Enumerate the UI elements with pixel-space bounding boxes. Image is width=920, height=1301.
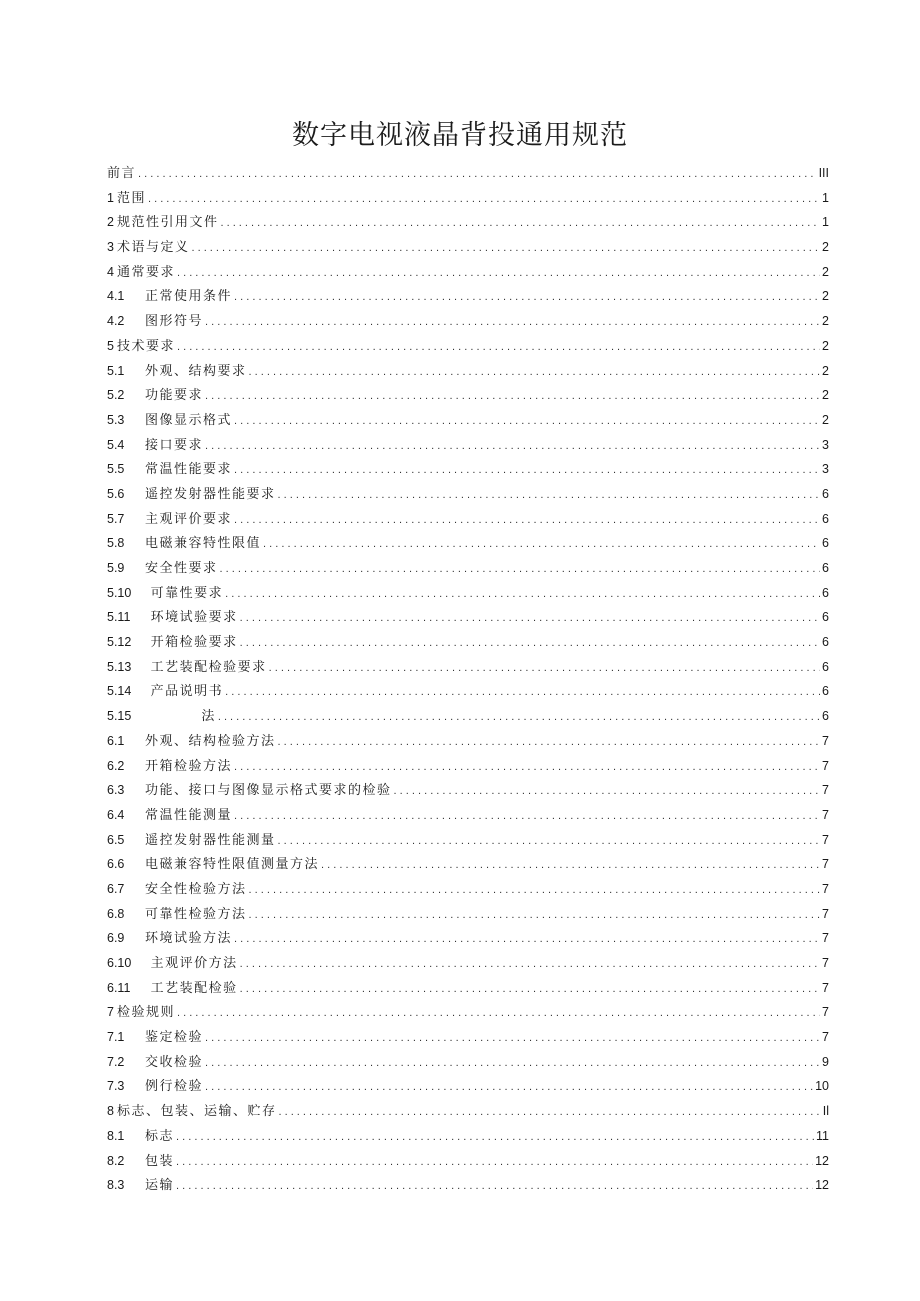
toc-dot-leader [394,779,821,804]
toc-entry-page-number: 6 [822,659,829,674]
toc-entry[interactable] [107,877,829,902]
toc-entry-number: 6.1 [107,733,125,748]
toc-entry[interactable] [107,1149,829,1174]
toc-entry-title: 标志 [145,1128,175,1144]
toc-entry-title: 法 [145,709,216,725]
toc-entry-number: 5.14 [107,684,132,699]
toc-entry[interactable] [107,704,829,729]
toc-entry-number: 5.9 [107,561,125,575]
toc-entry-number: 6.11 [107,980,131,995]
toc-entry-number: 6.6 [107,857,125,872]
toc-entry-page-number: 7 [822,906,829,921]
toc-entry-page-number: 7 [822,1005,829,1020]
toc-entry-title: 通常要求 [116,264,175,280]
toc-entry-title: 术语与定义 [116,240,190,256]
toc-entry-page-number: III [818,166,829,180]
toc-entry-number: 1 [107,190,114,205]
toc-entry-title: 标志、包装、运输、贮存 [116,1104,277,1120]
toc-entry-number: 6.2 [107,758,125,773]
toc-entry-number: 5.3 [107,412,125,427]
toc-entry-title: 可靠性要求 [145,585,224,601]
toc-entry-number: 6.5 [107,832,125,847]
toc-entry-title: 遥控发射器性能要求 [145,486,276,502]
toc-entry[interactable] [107,235,829,260]
toc-entry-number: 5.5 [107,462,125,477]
toc-entry[interactable] [107,161,829,186]
toc-entry-number: 5.2 [107,388,125,403]
toc-entry-number: 8.3 [107,1178,125,1193]
toc-entry-title: 检验规则 [116,1005,175,1021]
toc-entry[interactable] [107,655,829,680]
toc-entry[interactable] [107,1050,829,1075]
toc-dot-leader [240,952,820,977]
toc-entry[interactable] [107,951,829,976]
toc-entry-page-number: 2 [822,314,829,329]
toc-entry-number: 6.8 [107,906,125,921]
toc-entry[interactable] [107,729,829,754]
toc-entry[interactable] [107,186,829,211]
toc-entry-page-number: Il [822,1104,829,1119]
toc-dot-leader [240,631,820,656]
toc-dot-leader [205,1026,820,1051]
toc-entry-page-number: 6 [822,511,829,526]
toc-entry-number: 5.7 [107,511,125,526]
toc-dot-leader [177,261,820,286]
toc-entry-title: 图像显示格式 [145,412,233,428]
toc-entry-page-number: 1 [822,190,829,205]
toc-entry-page-number: 2 [822,240,829,255]
toc-entry-page-number: 6 [822,561,829,575]
toc-dot-leader [278,1100,820,1125]
toc-entry[interactable] [107,531,829,556]
toc-dot-leader [278,483,821,508]
toc-entry-title: 电磁兼容特性限值测量方法 [145,857,320,873]
toc-entry[interactable] [107,210,829,235]
toc-entry-number: 7.2 [107,1054,125,1069]
toc-entry-number: 3 [107,240,114,255]
toc-entry-page-number: 2 [822,363,829,378]
toc-dot-leader [205,384,820,409]
toc-entry-page-number: 3 [822,462,829,477]
toc-entry-title: 外观、结构要求 [145,363,247,379]
toc-entry[interactable] [107,778,829,803]
toc-entry[interactable] [107,976,829,1001]
toc-entry-number: 6.4 [107,807,125,822]
toc-entry[interactable] [107,284,829,309]
toc-entry-page-number: 2 [822,264,829,279]
toc-entry[interactable] [107,754,829,779]
toc-dot-leader [249,903,821,928]
toc-dot-leader [278,829,821,854]
toc-entry-page-number: 7 [822,980,829,995]
toc-entry-title: 图形符号 [145,314,204,330]
toc-entry-number: 5.10 [107,585,132,600]
toc-entry-page-number: 6 [822,536,829,551]
toc-entry-number: 5.6 [107,486,125,501]
toc-entry-number: 6.7 [107,881,125,896]
toc-entry-number: 5 [107,338,114,353]
toc-entry-number: 6.9 [107,931,125,946]
toc-entry-page-number: 7 [822,733,829,748]
toc-entry-number: 8.1 [107,1128,125,1143]
toc-dot-leader [177,1001,820,1026]
toc-entry-page-number: 6 [822,709,829,724]
toc-entry[interactable] [107,1074,829,1099]
toc-entry-title: 接口要求 [145,437,204,453]
toc-entry[interactable] [107,1000,829,1025]
toc-entry-number: 6.3 [107,783,125,798]
toc-entry[interactable] [107,605,829,630]
toc-entry-number: 4.1 [107,289,125,304]
toc-entry-page-number: 2 [822,338,829,353]
toc-entry[interactable] [107,408,829,433]
toc-dot-leader [220,211,820,236]
toc-dot-leader [234,458,820,483]
toc-entry-page-number: 6 [822,635,829,650]
toc-entry-title: 遥控发射器性能测量 [145,832,276,848]
toc-entry-page-number: 7 [822,1030,829,1045]
toc-entry[interactable] [107,581,829,606]
toc-entry-number: 8 [107,1104,114,1119]
toc-entry-page-number: 7 [822,857,829,872]
toc-entry-page-number: 7 [822,931,829,946]
toc-entry[interactable] [107,1124,829,1149]
toc-dot-leader [138,162,817,187]
toc-entry-title: 鉴定检验 [145,1030,204,1046]
toc-dot-leader [148,187,820,212]
toc-entry-title: 安全性要求 [145,561,218,576]
toc-entry[interactable] [107,482,829,507]
toc-dot-leader [176,1150,813,1175]
toc-entry-page-number: 7 [822,832,829,847]
toc-entry-page-number: 12 [815,1153,829,1168]
toc-dot-leader [177,335,820,360]
toc-entry-page-number: 7 [822,956,829,970]
toc-entry-page-number: 2 [822,388,829,403]
toc-entry-number: 5.13 [107,659,132,674]
toc-entry[interactable] [107,260,829,285]
toc-entry[interactable] [107,457,829,482]
toc-entry-page-number: 2 [822,289,829,304]
toc-dot-leader [176,1125,814,1150]
toc-dot-leader [240,977,820,1002]
toc-dot-leader [205,434,820,459]
toc-entry-title: 功能要求 [145,388,204,404]
toc-entry-title: 运输 [145,1178,175,1194]
toc-entry[interactable] [107,1173,829,1198]
toc-dot-leader [191,236,820,261]
toc-entry-title: 技术要求 [116,338,175,354]
toc-entry-title: 电磁兼容特性限值 [145,536,262,552]
toc-entry-page-number: 10 [815,1079,829,1094]
toc-dot-leader [205,310,820,335]
toc-dot-leader [205,1075,813,1100]
toc-entry-title: 开箱检验方法 [145,758,233,774]
toc-entry-page-number: 6 [822,585,829,600]
toc-entry-number: 5.8 [107,536,125,551]
toc-entry-page-number: 7 [822,807,829,822]
toc-dot-leader [249,360,821,385]
toc-entry-title: 正常使用条件 [145,289,233,305]
toc-entry-title: 规范性引用文件 [116,215,219,231]
toc-entry-page-number: 7 [822,783,829,798]
toc-entry[interactable] [107,334,829,359]
toc-entry-title: 交收检验 [145,1054,204,1070]
toc-entry-title: 例行检验 [145,1079,204,1095]
toc-entry-number: 5.4 [107,437,125,452]
toc-entry[interactable] [107,803,829,828]
toc-entry-page-number: 3 [822,437,829,452]
toc-entry-page-number: 6 [822,610,829,625]
toc-entry-title: 可靠性检验方法 [145,906,247,922]
toc-entry-page-number: 9 [822,1054,829,1069]
toc-entry-title: 范围 [116,190,146,206]
toc-entry-page-number: 6 [822,684,829,699]
toc-entry-number: 4 [107,264,114,279]
toc-entry-title: 外观、结构检验方法 [145,733,276,749]
toc-entry-title: 包装 [145,1153,175,1169]
toc-entry-title: 常温性能测量 [145,807,233,823]
toc-entry[interactable] [107,852,829,877]
toc-dot-leader [218,705,820,730]
toc-entry-page-number: 7 [822,758,829,773]
toc-entry-title: 环境试验方法 [145,931,233,947]
toc-entry[interactable] [107,556,829,581]
toc-entry[interactable] [107,902,829,927]
toc-entry[interactable] [107,1099,829,1124]
toc-dot-leader [321,853,820,878]
toc-entry-number: 4.2 [107,314,125,329]
toc-dot-leader [234,285,820,310]
toc-entry-page-number: 7 [822,881,829,896]
toc-entry-title: 前言 [107,166,137,181]
toc-dot-leader [220,557,821,582]
toc-entry-page-number: 2 [822,412,829,427]
toc-entry-title: 环境试验要求 [145,610,238,626]
toc-dot-leader [225,582,820,607]
toc-entry-title: 产品说明书 [145,684,224,700]
toc-dot-leader [240,606,820,631]
toc-entry[interactable] [107,507,829,532]
toc-dot-leader [234,927,820,952]
toc-entry-number: 2 [107,215,114,230]
toc-dot-leader [234,409,820,434]
toc-entry-title: 工艺装配检验 [145,980,238,996]
document-title: 数字电视液晶背投通用规范 [292,120,628,151]
toc-entry-number: 5.15 [107,709,132,724]
toc-entry-page-number: 6 [822,486,829,501]
toc-dot-leader [225,680,820,705]
toc-entry-title: 安全性检验方法 [145,881,247,897]
table-of-contents [107,161,829,1198]
toc-dot-leader [269,656,820,681]
toc-entry-title: 主观评价要求 [145,511,233,527]
toc-entry-title: 工艺装配检验要求 [145,659,267,675]
toc-entry[interactable] [107,433,829,458]
toc-entry-number: 5.11 [107,610,131,625]
toc-entry-title: 开箱检验要求 [145,635,238,651]
toc-entry-number: 5.12 [107,635,132,650]
toc-entry[interactable] [107,383,829,408]
toc-entry-title: 主观评价方法 [145,956,238,971]
toc-dot-leader [278,730,821,755]
toc-entry-number: 6.10 [107,956,132,970]
toc-entry[interactable] [107,679,829,704]
toc-entry-number: 8.2 [107,1153,125,1168]
toc-entry-number: 7 [107,1005,114,1020]
toc-dot-leader [234,755,820,780]
toc-dot-leader [249,878,821,903]
toc-entry-page-number: 11 [816,1128,829,1143]
toc-entry-title: 常温性能要求 [145,462,233,478]
toc-entry[interactable] [107,926,829,951]
toc-entry-title: 功能、接口与图像显示格式要求的检验 [145,783,392,799]
toc-entry[interactable] [107,1025,829,1050]
toc-entry-number: 7.1 [107,1030,125,1045]
toc-entry-number: 5.1 [107,363,125,378]
toc-dot-leader [205,1051,820,1076]
toc-entry[interactable] [107,359,829,384]
toc-entry-page-number: 1 [822,215,829,230]
toc-entry-page-number: 12 [815,1178,829,1193]
toc-entry-number: 7.3 [107,1079,125,1094]
toc-dot-leader [176,1174,813,1199]
toc-entry[interactable] [107,309,829,334]
toc-dot-leader [263,532,820,557]
toc-entry[interactable] [107,828,829,853]
toc-entry[interactable] [107,630,829,655]
toc-dot-leader [234,508,820,533]
toc-dot-leader [234,804,820,829]
